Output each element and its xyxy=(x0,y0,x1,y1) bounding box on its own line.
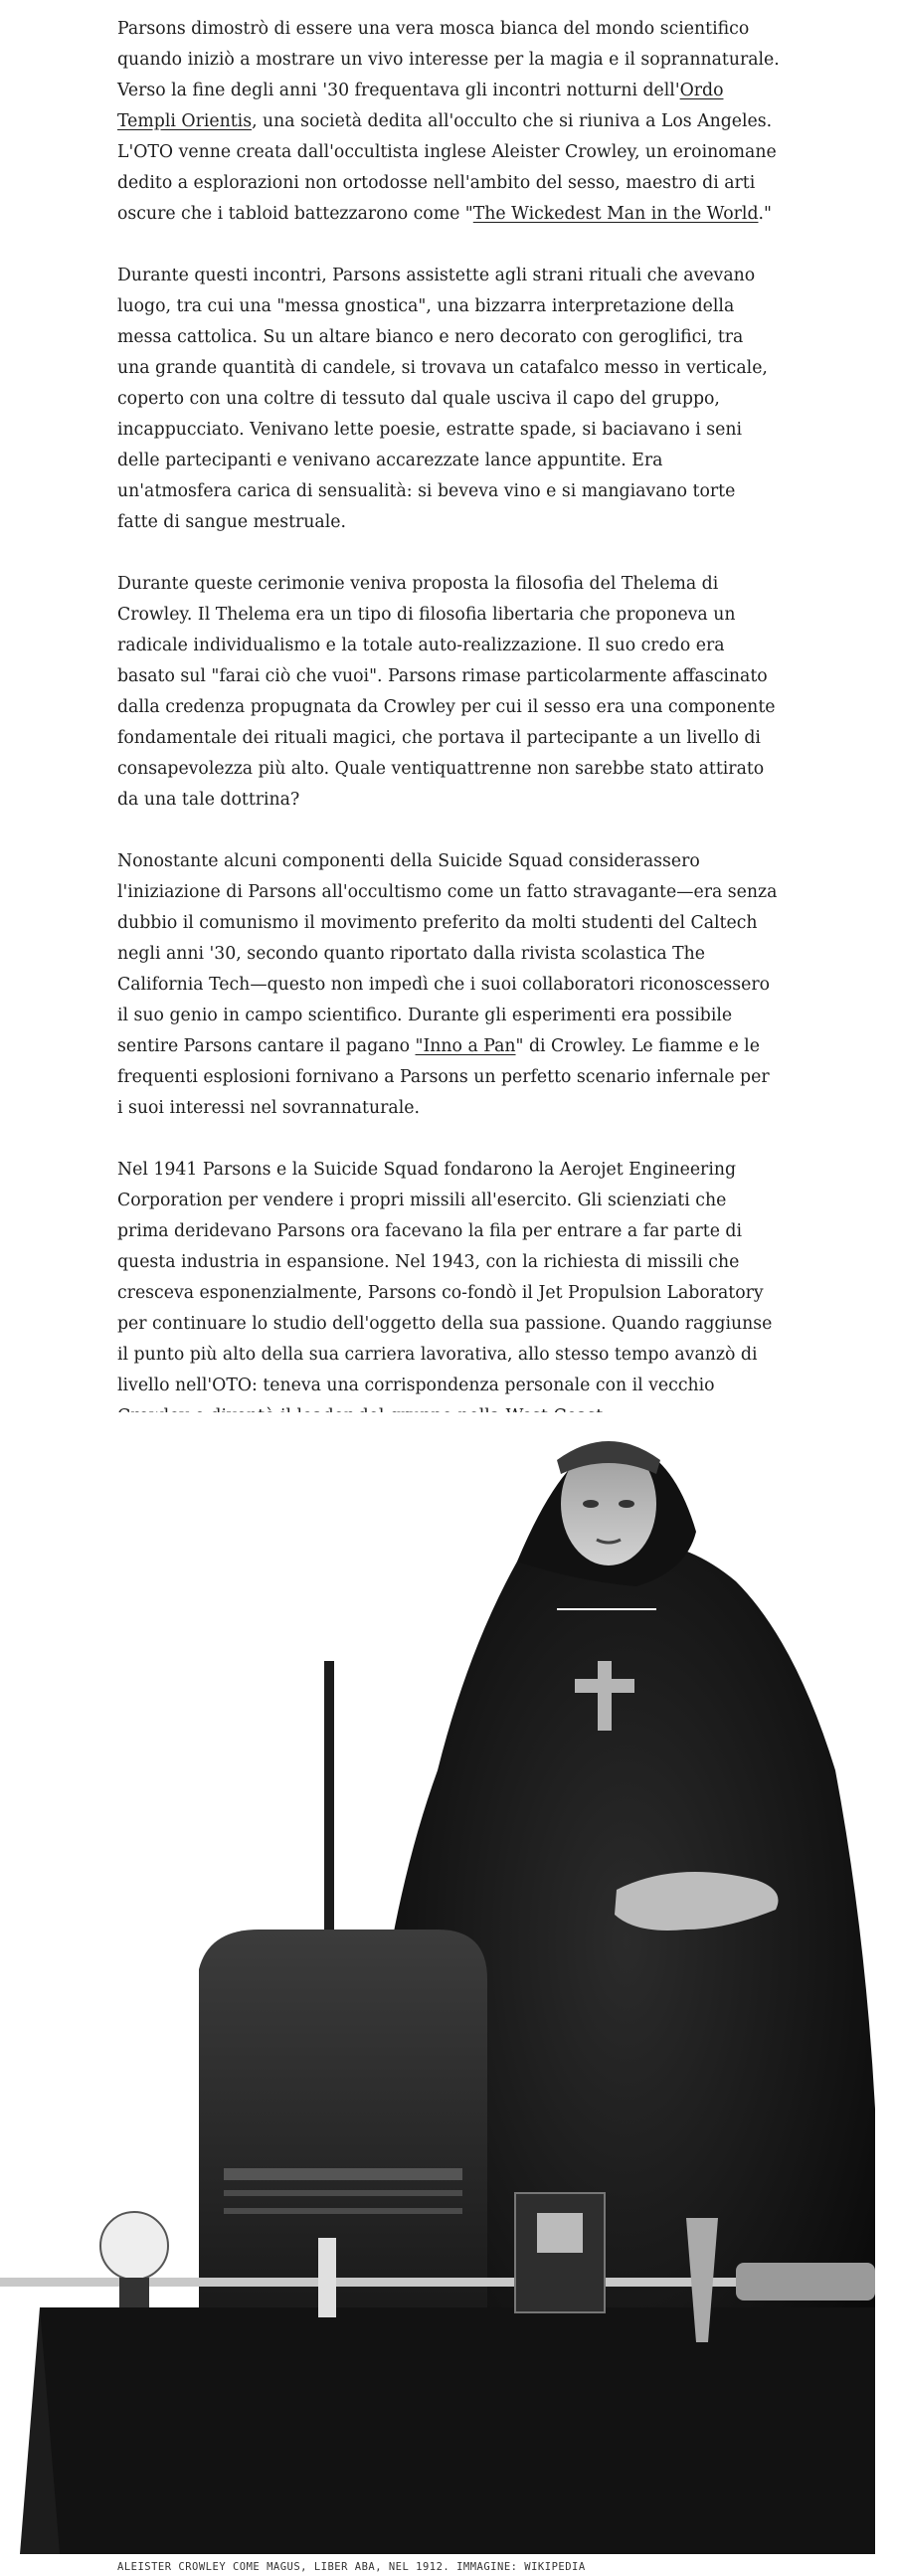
paragraph-3: Durante queste cerimonie veniva proposta la filosofia del Thelema di Crowley. Il Thelema era un tipo di filosofia libertaria che proponeva un radicale individualismo e la totale auto-realizzazione. Il suo credo era basato sul "farai ciò che vuoi". Parsons rimase particolarmente affascinato dalla credenza propugnata da Crowley per cui il sesso era una componente fondamentale dei rituali magici, che portava il partecipante a un livello di consapevolezza più alto. Quale ventiquattrenne non sarebbe stato attirato da una tale dottrina? xyxy=(117,574,776,810)
paragraph-1 xyxy=(117,14,780,230)
paragraph-2: Durante questi incontri, Parsons assistette agli strani rituali che avevano luogo, tra cui una "messa gnostica", una bizzarra interpretazione della messa cattolica. Su un altare bianco e nero decorato con geroglifici, tra una grande quantità di candele, si trovava un catafalco messo in verticale, coperto con una coltre di tessuto dal quale usciva il capo del gruppo, incappucciato. Venivano lette poesie, estratte spade, si baciavano i seni delle partecipanti e venivano accarezzate lance appuntite. Era un'atmosfera carica di sensualità: si beveva vino e si mangiavano torte fatte di sangue mestruale. xyxy=(117,266,768,532)
link-wickedest-man[interactable]: The Wickedest Man in the World xyxy=(472,204,759,224)
link-inno-a-pan[interactable]: "Inno a Pan xyxy=(415,1036,516,1056)
p4-text-a: Nonostante alcuni componenti della Suicide Squad considerassero l'iniziazione di Parsons all'occultismo come un fatto stravagante—era senza dubbio il comunismo il movimento preferito da molti studenti del Caltech negli anni '30, secondo quanto riportato dalla rivista scolastica The California Tech—questo non impedì che i suoi collaboratori riconoscessero il suo genio in campo scientifico. Durante gli esperimenti era possibile sentire Parsons cantare il pagano xyxy=(117,851,778,1056)
paragraph-5: Nel 1941 Parsons e la Suicide Squad fondarono la Aerojet Engineering Corporation per vendere i propri missili all'esercito. Gli scienziati che prima deridevano Parsons ora facevano la fila per entrare a far parte di questa industria in espansione. Nel 1943, con la richiesta di missili che cresceva esponenzialmente, Parsons co-fondò il Jet Propulsion Laboratory per continuare lo studio dell'oggetto della sua passione. Quando raggiunse il punto più alto della sua carriera lavorativa, allo stesso tempo avanzò di livello nell'OTO: teneva una corrispondenza personale con il vecchio xyxy=(117,1160,773,1395)
figure-caption: ALEISTER CROWLEY COME MAGUS, LIBER ABA, NEL 1912. IMMAGINE: WIKIPEDIA xyxy=(117,2561,586,2573)
paragraph-4 xyxy=(117,846,780,1124)
p4-text-b: " di Crowley. Le fiamme e le frequenti esplosioni fornivano a Parsons un perfetto scenario infernale per i suoi interessi nel sovrannaturale. xyxy=(117,1036,770,1118)
p1-text-c: ." xyxy=(758,204,772,224)
crowley-photo xyxy=(0,1412,897,2554)
p1-text-a: Parsons dimostrò di essere una vera mosca bianca del mondo scientifico quando iniziò a mostrare un vivo interesse per la magia e il soprannaturale. Verso la fine degli anni '30 frequentava gli incontri notturni dell' xyxy=(117,19,780,100)
link-ordo-templi-orientis[interactable]: Ordo Templi Orientis xyxy=(117,81,724,131)
article-figure xyxy=(0,1412,897,2576)
article-body xyxy=(117,14,780,1463)
p1-text-b: , una società dedita all'occulto che si riuniva a Los Angeles. L'OTO venne creata dall'occultista inglese Aleister Crowley, un eroinomane dedito a esplorazioni non ortodosse nell'ambito del sesso, maestro di arti oscure che i tabloid battezzarono come " xyxy=(117,111,777,224)
